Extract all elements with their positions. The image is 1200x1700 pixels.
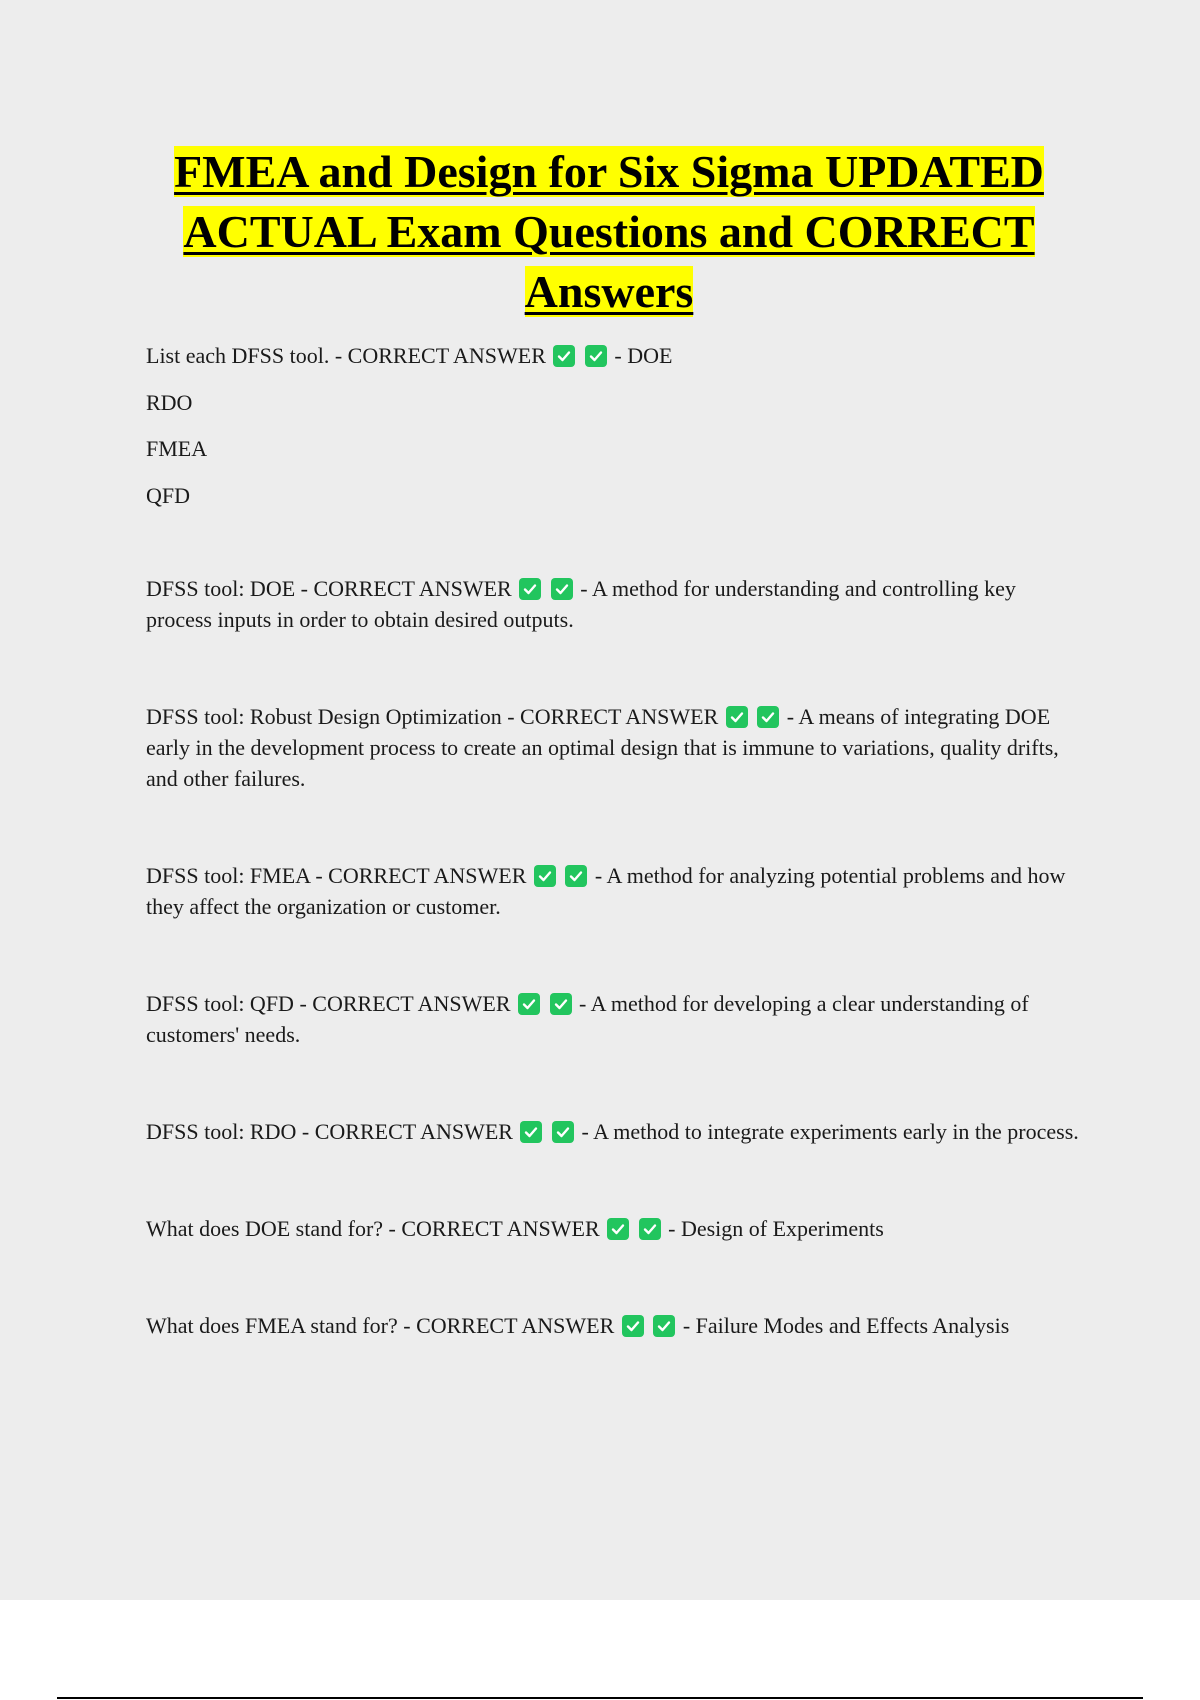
- check-box-icon: [534, 865, 556, 887]
- answer-marker: CORRECT ANSWER: [312, 990, 511, 1016]
- answer-marker: CORRECT ANSWER: [313, 575, 512, 601]
- qa-item: DFSS tool: Robust Design Optimization - CORRECT ANSWER - A means of integrating DOE early in the development process to create an optimal design that is immune to variations, quality drifts, and other failures.: [146, 703, 1059, 791]
- title-block: [145, 142, 1073, 322]
- check-box-icon: [551, 578, 573, 600]
- answer-text: A method for understanding and controlling key process inputs in order to obtain desired outputs.: [146, 575, 1016, 632]
- document-title: [145, 142, 1073, 322]
- check-box-icon: [518, 993, 540, 1015]
- answer-marker: CORRECT ANSWER: [520, 703, 719, 729]
- check-box-icon: [519, 578, 541, 600]
- qa-item: What does DOE stand for? - CORRECT ANSWER - Design of Experiments: [146, 1215, 884, 1241]
- qa-item: What does FMEA stand for? - CORRECT ANSWER - Failure Modes and Effects Analysis: [146, 1312, 1010, 1338]
- answer-marker: CORRECT ANSWER: [314, 1118, 513, 1144]
- check-box-icon: [552, 1121, 574, 1143]
- qa-list: [146, 340, 1096, 1341]
- question-text: DFSS tool: RDO: [146, 1118, 297, 1144]
- check-box-icon: [726, 706, 748, 728]
- check-box-icon: [607, 1218, 629, 1240]
- footer-rule: [57, 1697, 1143, 1699]
- list-item: RDO: [146, 389, 193, 415]
- title-highlight: FMEA and Design for Six Sigma UPDATED ACTUAL Exam Questions and CORRECT Answers: [174, 146, 1044, 317]
- answer-text: DOE: [627, 343, 673, 368]
- list-item: FMEA: [146, 436, 208, 461]
- qa-item: DFSS tool: QFD - CORRECT ANSWER - A method for developing a clear understanding of customers' needs.: [146, 990, 1029, 1047]
- check-box-icon: [757, 706, 779, 728]
- check-box-icon: [622, 1315, 644, 1337]
- answer-text: Design of Experiments: [680, 1215, 884, 1241]
- answer-text: Failure Modes and Effects Analysis: [695, 1312, 1010, 1338]
- answer-text: A means of integrating DOE early in the development process to create an optimal design that is immune to variations, quality drifts, and other failures.: [146, 703, 1059, 791]
- qa-item: DFSS tool: DOE - CORRECT ANSWER - A method for understanding and controlling key process inputs in order to obtain desired outputs.: [146, 575, 1016, 632]
- check-box-icon: [553, 345, 575, 367]
- check-box-icon: [565, 865, 587, 887]
- qa-item: DFSS tool: RDO - CORRECT ANSWER - A method to integrate experiments early in the process.: [146, 1118, 1079, 1144]
- answer-marker: CORRECT ANSWER: [328, 862, 527, 888]
- answer-text: A method for analyzing potential problems and how they affect the organization or customer.: [146, 862, 1066, 919]
- check-box-icon: [639, 1218, 661, 1240]
- question-text: DFSS tool: QFD: [146, 990, 294, 1016]
- answer-marker: CORRECT ANSWER: [416, 1312, 615, 1338]
- answer-text: A method for developing a clear understanding of customers' needs.: [146, 990, 1029, 1047]
- check-box-icon: [653, 1315, 675, 1337]
- check-box-icon: [520, 1121, 542, 1143]
- answer-marker: CORRECT ANSWER: [347, 343, 546, 368]
- question-text: DFSS tool: DOE: [146, 575, 296, 601]
- question-text: What does FMEA stand for?: [146, 1312, 398, 1338]
- answer-text: A method to integrate experiments early in the process.: [593, 1118, 1079, 1144]
- list-item: QFD: [146, 482, 191, 508]
- check-box-icon: [585, 345, 607, 367]
- question-text: What does DOE stand for?: [146, 1215, 384, 1241]
- question-text: DFSS tool: Robust Design Optimization: [146, 703, 502, 729]
- qa-item: DFSS tool: FMEA - CORRECT ANSWER - A method for analyzing potential problems and how they affect the organization or customer.: [146, 862, 1066, 919]
- qa-item: List each DFSS tool. - CORRECT ANSWER - DOE: [146, 343, 673, 368]
- check-box-icon: [550, 993, 572, 1015]
- question-text: List each DFSS tool.: [146, 343, 330, 368]
- answer-marker: CORRECT ANSWER: [401, 1215, 600, 1241]
- question-text: DFSS tool: FMEA: [146, 862, 310, 888]
